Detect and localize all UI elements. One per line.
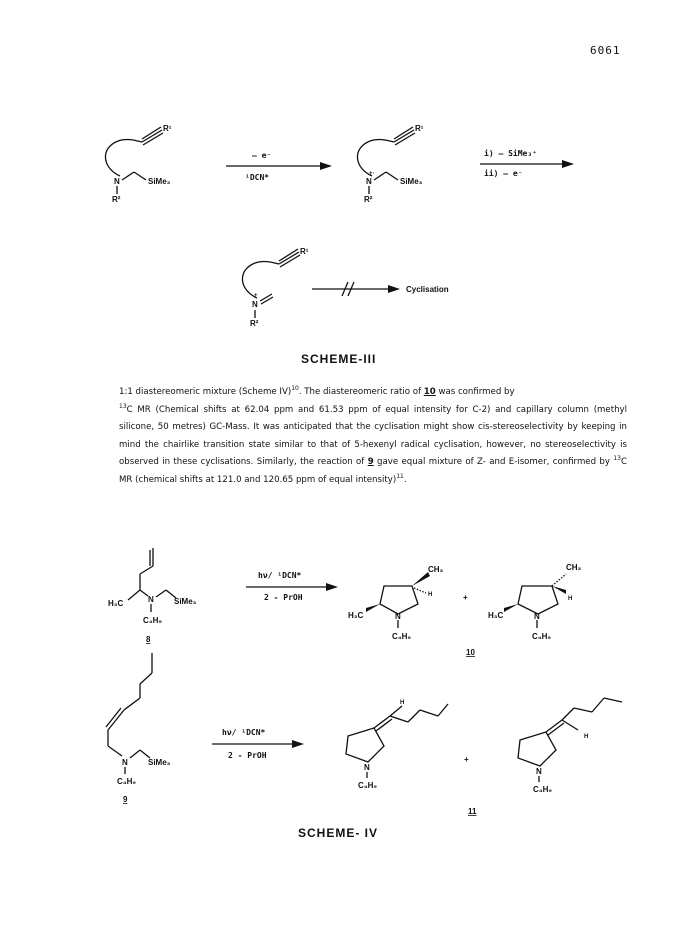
svg-text:SiMe₃: SiMe₃ — [400, 177, 423, 186]
svg-text:H₃C: H₃C — [488, 611, 504, 620]
svg-text:+·: +· — [369, 171, 375, 177]
cyclisation-label: Cyclisation — [406, 285, 449, 294]
svg-text:N: N — [536, 767, 542, 776]
r1-label: R¹ — [163, 124, 172, 133]
svg-text:SiMe₃: SiMe₃ — [174, 597, 197, 606]
svg-text:R¹: R¹ — [415, 124, 424, 133]
svg-text:N: N — [395, 612, 401, 621]
r2-label: R² — [112, 195, 121, 204]
scheme3-iminium — [242, 247, 308, 328]
page-number: 6061 — [590, 44, 621, 57]
svg-text:H: H — [428, 592, 433, 598]
sime3-label: SiMe₃ — [148, 177, 171, 186]
svg-text:2 - PrOH: 2 - PrOH — [264, 593, 303, 602]
compound-9 — [106, 653, 171, 804]
scheme3-reactant — [105, 124, 171, 204]
compound-11-e — [468, 698, 622, 816]
svg-text:R²: R² — [364, 195, 373, 204]
scheme3-arrow-1 — [226, 151, 332, 182]
compound-label-8: 8 — [146, 635, 151, 644]
svg-text:N: N — [364, 763, 370, 772]
svg-text:— e⁻: — e⁻ — [252, 151, 272, 160]
nitrogen-label: N — [114, 177, 120, 186]
svg-text:H: H — [400, 700, 405, 706]
svg-text:+: + — [254, 293, 258, 299]
compound-8 — [108, 548, 197, 644]
svg-text:¹DCN*: ¹DCN* — [245, 173, 270, 182]
compound-label-10: 10 — [466, 648, 475, 657]
svg-text:N: N — [148, 595, 154, 604]
svg-text:CH₃: CH₃ — [428, 565, 444, 574]
svg-text:+: + — [464, 755, 469, 764]
svg-text:CH₃: CH₃ — [566, 563, 582, 572]
svg-text:C₄H₉: C₄H₉ — [358, 781, 377, 790]
compound-label-9: 9 — [123, 795, 128, 804]
svg-text:C₄H₉: C₄H₉ — [143, 616, 162, 625]
svg-text:H: H — [568, 596, 573, 602]
plus-sign: + — [463, 593, 468, 602]
compound-10-trans — [488, 563, 582, 641]
svg-text:C₄H₉: C₄H₉ — [117, 777, 136, 786]
scheme-iv-title: SCHEME- IV — [298, 826, 379, 840]
svg-text:hν/ ¹DCN*: hν/ ¹DCN* — [222, 728, 266, 737]
svg-text:H₃C: H₃C — [348, 611, 364, 620]
svg-text:2 - PrOH: 2 - PrOH — [228, 751, 267, 760]
compound-label-11: 11 — [468, 807, 477, 816]
body-paragraph: 1:1 diastereomeric mixture (Scheme IV)$^{10}$. The diastereomeric ratio of 10 was confirmed by $^{13}$C MR (Chemical shifts at 62.04 ppm and 61.53 ppm of equal intensity for C-2) and capillary column (methyl silicone, 50 metres) GC-Mass. It was anticipated that the cyclisation might show cis-stereoselectivity by keeping in mind the chairlike transition state similar to that of 5-hexenyl radical cyclisation, however, no stereoselectivity is observed in these cyclisations. Similarly, the reaction of 9 gave equal mixture of Z- and E-isomer, confirmed by $^{13}$C MR (chemical shifts at 121.0 and 120.65 ppm of equal intensity)$^{11}$. — [119, 385, 627, 485]
svg-text:H₃C: H₃C — [108, 599, 124, 608]
svg-text:hν/ ¹DCN*: hν/ ¹DCN* — [258, 571, 302, 580]
scheme3-blocked-arrow — [312, 282, 449, 296]
svg-text:N: N — [534, 612, 540, 621]
svg-text:ii) — e⁻: ii) — e⁻ — [484, 169, 523, 178]
svg-text:N: N — [122, 758, 128, 767]
svg-text:i) — SiMe₃⁺: i) — SiMe₃⁺ — [484, 149, 537, 158]
svg-text:R²: R² — [250, 319, 259, 328]
svg-text:SiMe₃: SiMe₃ — [148, 758, 171, 767]
svg-text:H: H — [584, 734, 589, 740]
svg-text:C₄H₉: C₄H₉ — [533, 785, 552, 794]
svg-text:R¹: R¹ — [300, 247, 309, 256]
svg-text:N: N — [252, 300, 258, 309]
svg-text:C₄H₉: C₄H₉ — [532, 632, 551, 641]
compound-11-z — [346, 700, 469, 790]
scheme-iii-title: SCHEME-III — [301, 352, 377, 366]
scheme3-arrow-2 — [480, 148, 574, 178]
svg-text:C₄H₉: C₄H₉ — [392, 632, 411, 641]
svg-text:N: N — [366, 177, 372, 186]
compound-10-cis — [348, 565, 475, 657]
scheme4-arrow-2 — [212, 728, 304, 760]
scheme3-radical-cation — [357, 124, 423, 204]
scheme4-arrow-1 — [246, 571, 338, 602]
